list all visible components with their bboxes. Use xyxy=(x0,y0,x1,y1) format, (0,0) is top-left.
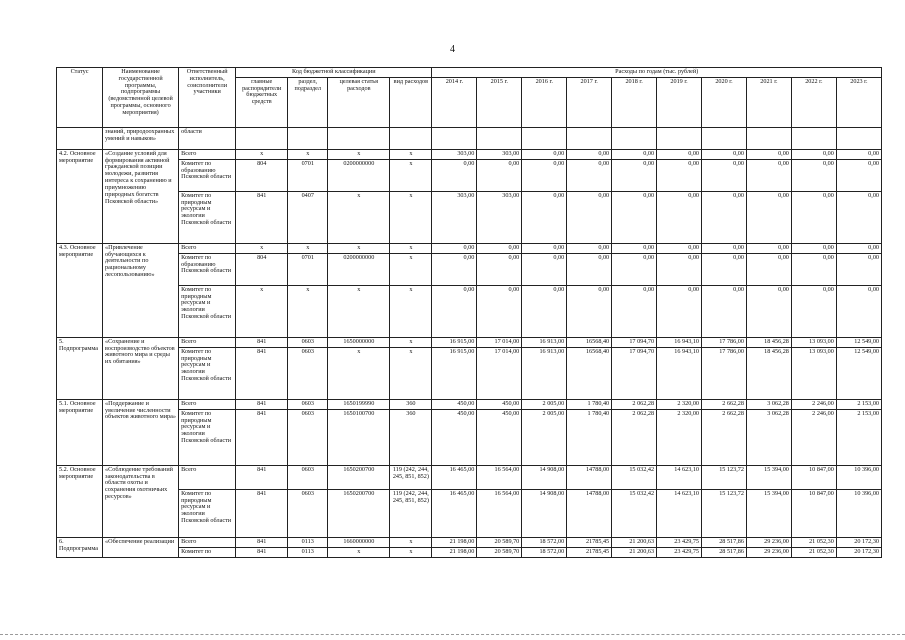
amount-cell: 0,00 xyxy=(612,243,657,253)
section-cell: 0603 xyxy=(288,465,328,489)
amount-cell: 0,00 xyxy=(522,159,567,191)
amount-cell: 2 320,00 xyxy=(657,409,702,465)
amount-cell: 0,00 xyxy=(522,253,567,285)
amount-cell: 0,00 xyxy=(702,159,747,191)
table-row xyxy=(57,159,882,191)
amount-cell: 0,00 xyxy=(836,149,881,159)
amount-cell: 450,00 xyxy=(477,409,522,465)
responsible-cell: Всего xyxy=(179,399,236,409)
amount-cell: 0,00 xyxy=(657,149,702,159)
amount-cell: 0,00 xyxy=(612,253,657,285)
name-cell: «Поддержание и увеличение численности объектов животного мира» xyxy=(103,399,179,465)
amount-cell: 450,00 xyxy=(432,399,477,409)
amount-cell: 2 153,00 xyxy=(836,409,881,465)
amount-cell: 0,00 xyxy=(522,191,567,243)
amount-cell: 0,00 xyxy=(522,285,567,337)
chief-manager-cell: 841 xyxy=(236,547,288,557)
table-row xyxy=(57,547,882,557)
amount-cell: 0,00 xyxy=(791,243,836,253)
target-item-cell: 1650000000 xyxy=(328,337,390,347)
amount-cell: 16 564,00 xyxy=(477,465,522,489)
amount-cell: 0,00 xyxy=(657,159,702,191)
amount-cell: 0,00 xyxy=(612,159,657,191)
expense-type-cell: х xyxy=(390,547,432,557)
expense-type-cell: х xyxy=(390,159,432,191)
section-cell: 0701 xyxy=(288,159,328,191)
continuation-row xyxy=(57,127,882,149)
target-item-cell: х xyxy=(328,191,390,243)
amount-cell: 21 198,00 xyxy=(432,537,477,547)
amount-cell: 29 236,00 xyxy=(746,547,791,557)
responsible-cell: Комитет по xyxy=(179,547,236,557)
amount-cell: 10 847,00 xyxy=(791,465,836,489)
amount-cell: 17 786,00 xyxy=(702,347,747,399)
amount-cell: 21 052,30 xyxy=(791,537,836,547)
amount-cell: 10 396,00 xyxy=(836,489,881,537)
target-item-cell: 1650100700 xyxy=(328,409,390,465)
amount-cell: 14788,00 xyxy=(567,465,612,489)
amount-cell: 13 093,00 xyxy=(791,347,836,399)
status-cell: 5.1. Основное мероприятие xyxy=(57,399,103,465)
amount-cell: 16 943,10 xyxy=(657,337,702,347)
continuation-responsible: области xyxy=(179,127,236,149)
amount-cell: 0,00 xyxy=(746,285,791,337)
section-cell: 0603 xyxy=(288,409,328,465)
name-cell: «Создание условий для формирования активной гражданской позиции молодежи, развития интереса к сохранению и приумножению природных богатств Псковской области» xyxy=(103,149,179,243)
header-budget-code: Код бюджетной классификации xyxy=(236,68,432,78)
header-target-item: целевая статья расходов xyxy=(328,77,390,127)
amount-cell: 2 246,00 xyxy=(791,409,836,465)
name-cell: «Соблюдение требований законодательства в области охоты и сохранения охотничьих ресурсов» xyxy=(103,465,179,537)
header-expense-type: вид расходов xyxy=(390,77,432,127)
responsible-cell: Комитет по образованию Псковской области xyxy=(179,159,236,191)
expense-type-cell: х xyxy=(390,149,432,159)
table-row xyxy=(57,399,882,409)
amount-cell: 0,00 xyxy=(432,159,477,191)
amount-cell: 21 200,63 xyxy=(612,547,657,557)
amount-cell: 17 786,00 xyxy=(702,337,747,347)
target-item-cell: 1650200700 xyxy=(328,489,390,537)
amount-cell: 20 172,30 xyxy=(836,547,881,557)
amount-cell: 0,00 xyxy=(477,243,522,253)
header-year: 2019 г. xyxy=(657,77,702,127)
amount-cell: 17 094,70 xyxy=(612,347,657,399)
amount-cell: 18 572,00 xyxy=(522,537,567,547)
amount-cell: 0,00 xyxy=(567,253,612,285)
table-row xyxy=(57,149,882,159)
chief-manager-cell: 804 xyxy=(236,159,288,191)
amount-cell: 2 320,00 xyxy=(657,399,702,409)
header-responsible: Ответственный исполнитель, соисполнители участники xyxy=(179,68,236,128)
amount-cell: 0,00 xyxy=(477,159,522,191)
status-cell: 5.2. Основное мероприятие xyxy=(57,465,103,537)
amount-cell: 23 429,75 xyxy=(657,547,702,557)
amount-cell: 18 456,28 xyxy=(746,337,791,347)
expense-type-cell: х xyxy=(390,191,432,243)
table-row xyxy=(57,465,882,489)
responsible-cell: Всего xyxy=(179,537,236,547)
chief-manager-cell: 841 xyxy=(236,409,288,465)
amount-cell: 2 246,00 xyxy=(791,399,836,409)
header-year: 2018 г. xyxy=(612,77,657,127)
amount-cell: 17 014,00 xyxy=(477,337,522,347)
amount-cell: 21 198,00 xyxy=(432,547,477,557)
target-item-cell: 0200000000 xyxy=(328,253,390,285)
amount-cell: 14788,00 xyxy=(567,489,612,537)
chief-manager-cell: х xyxy=(236,243,288,253)
amount-cell: 0,00 xyxy=(657,243,702,253)
responsible-cell: Комитет по образованию Псковской области xyxy=(179,253,236,285)
expense-type-cell: 360 xyxy=(390,409,432,465)
expense-type-cell: х xyxy=(390,285,432,337)
header-year: 2023 г. xyxy=(836,77,881,127)
status-cell: 4.2. Основное мероприятие xyxy=(57,149,103,243)
header-year: 2014 г. xyxy=(432,77,477,127)
amount-cell: 0,00 xyxy=(702,253,747,285)
chief-manager-cell: 841 xyxy=(236,337,288,347)
amount-cell: 0,00 xyxy=(836,191,881,243)
amount-cell: 303,00 xyxy=(432,149,477,159)
amount-cell: 0,00 xyxy=(657,285,702,337)
chief-manager-cell: 804 xyxy=(236,253,288,285)
expense-type-cell: х xyxy=(390,347,432,399)
amount-cell: 0,00 xyxy=(746,253,791,285)
responsible-cell: Всего xyxy=(179,243,236,253)
section-cell: 0603 xyxy=(288,399,328,409)
amount-cell: 0,00 xyxy=(567,243,612,253)
amount-cell: 2 062,28 xyxy=(612,399,657,409)
amount-cell: 23 429,75 xyxy=(657,537,702,547)
chief-manager-cell: 841 xyxy=(236,399,288,409)
amount-cell: 0,00 xyxy=(522,243,567,253)
table-row xyxy=(57,409,882,465)
amount-cell: 14 623,10 xyxy=(657,465,702,489)
chief-manager-cell: 841 xyxy=(236,191,288,243)
amount-cell: 450,00 xyxy=(477,399,522,409)
responsible-cell: Комитет по природным ресурсам и экологии Псковской области xyxy=(179,489,236,537)
amount-cell: 0,00 xyxy=(746,191,791,243)
expense-type-cell: х xyxy=(390,537,432,547)
amount-cell: 2 662,28 xyxy=(702,409,747,465)
amount-cell: 20 589,70 xyxy=(477,537,522,547)
amount-cell: 21 052,30 xyxy=(791,547,836,557)
amount-cell: 12 549,00 xyxy=(836,347,881,399)
header-status: Статус xyxy=(57,68,103,128)
amount-cell: 15 394,00 xyxy=(746,489,791,537)
section-cell: 0603 xyxy=(288,347,328,399)
section-cell: 0603 xyxy=(288,489,328,537)
header-name: Наименование государственной программы, подпрограммы (ведомственной целевой программы, основного мероприятия) xyxy=(103,68,179,128)
target-item-cell: х xyxy=(328,243,390,253)
amount-cell: 0,00 xyxy=(567,191,612,243)
header-year: 2016 г. xyxy=(522,77,567,127)
amount-cell: 18 456,28 xyxy=(746,347,791,399)
amount-cell: 0,00 xyxy=(612,191,657,243)
section-cell: 0701 xyxy=(288,253,328,285)
amount-cell: 0,00 xyxy=(657,253,702,285)
target-item-cell: 1660000000 xyxy=(328,537,390,547)
section-cell: х xyxy=(288,149,328,159)
amount-cell: 16568,40 xyxy=(567,347,612,399)
header-year: 2021 г. xyxy=(746,77,791,127)
amount-cell: 16 943,10 xyxy=(657,347,702,399)
responsible-cell: Всего xyxy=(179,465,236,489)
header-year: 2017 г. xyxy=(567,77,612,127)
amount-cell: 0,00 xyxy=(477,285,522,337)
target-item-cell: х xyxy=(328,347,390,399)
header-chief-manager: главные распорядители бюджетных средств xyxy=(236,77,288,127)
amount-cell: 2 662,28 xyxy=(702,399,747,409)
amount-cell: 303,00 xyxy=(432,191,477,243)
expense-type-cell: 119 (242, 244, 245, 851, 852) xyxy=(390,489,432,537)
amount-cell: 0,00 xyxy=(657,191,702,243)
amount-cell: 0,00 xyxy=(836,285,881,337)
section-cell: 0603 xyxy=(288,337,328,347)
amount-cell: 16 465,00 xyxy=(432,489,477,537)
amount-cell: 16 913,00 xyxy=(522,337,567,347)
chief-manager-cell: х xyxy=(236,149,288,159)
amount-cell: 10 396,00 xyxy=(836,465,881,489)
status-cell: 5. Подпрограмма xyxy=(57,337,103,399)
header-year: 2022 г. xyxy=(791,77,836,127)
table-row xyxy=(57,191,882,243)
amount-cell: 1 780,40 xyxy=(567,399,612,409)
chief-manager-cell: 841 xyxy=(236,465,288,489)
amount-cell: 1 780,40 xyxy=(567,409,612,465)
section-cell: х xyxy=(288,243,328,253)
amount-cell: 0,00 xyxy=(702,191,747,243)
amount-cell: 10 847,00 xyxy=(791,489,836,537)
amount-cell: 16 465,00 xyxy=(432,465,477,489)
chief-manager-cell: 841 xyxy=(236,347,288,399)
amount-cell: 20 589,70 xyxy=(477,547,522,557)
amount-cell: 0,00 xyxy=(477,253,522,285)
amount-cell: 21785,45 xyxy=(567,547,612,557)
amount-cell: 0,00 xyxy=(791,253,836,285)
amount-cell: 303,00 xyxy=(477,149,522,159)
amount-cell: 15 123,72 xyxy=(702,489,747,537)
amount-cell: 13 093,00 xyxy=(791,337,836,347)
amount-cell: 0,00 xyxy=(791,285,836,337)
amount-cell: 0,00 xyxy=(791,159,836,191)
amount-cell: 16 915,00 xyxy=(432,347,477,399)
amount-cell: 17 014,00 xyxy=(477,347,522,399)
budget-table xyxy=(56,67,882,558)
expense-type-cell: х xyxy=(390,243,432,253)
responsible-cell: Комитет по природным ресурсам и экологии Псковской области xyxy=(179,409,236,465)
page-number: 4 xyxy=(450,44,455,55)
amount-cell: 0,00 xyxy=(567,149,612,159)
section-cell: х xyxy=(288,285,328,337)
chief-manager-cell: 841 xyxy=(236,489,288,537)
amount-cell: 16 915,00 xyxy=(432,337,477,347)
table-row xyxy=(57,243,882,253)
section-cell: 0407 xyxy=(288,191,328,243)
amount-cell: 0,00 xyxy=(836,243,881,253)
table-row xyxy=(57,537,882,547)
header-year: 2015 г. xyxy=(477,77,522,127)
target-item-cell: х xyxy=(328,149,390,159)
amount-cell: 0,00 xyxy=(836,159,881,191)
table-row xyxy=(57,337,882,347)
table-row xyxy=(57,285,882,337)
amount-cell: 14 908,00 xyxy=(522,465,567,489)
amount-cell: 0,00 xyxy=(432,243,477,253)
target-item-cell: х xyxy=(328,285,390,337)
target-item-cell: 0200000000 xyxy=(328,159,390,191)
amount-cell: 0,00 xyxy=(746,243,791,253)
table-row xyxy=(57,347,882,399)
header-row-1 xyxy=(57,68,882,78)
responsible-cell: Всего xyxy=(179,149,236,159)
target-item-cell: 1650200700 xyxy=(328,465,390,489)
amount-cell: 2 005,00 xyxy=(522,399,567,409)
amount-cell: 0,00 xyxy=(791,191,836,243)
amount-cell: 16568,40 xyxy=(567,337,612,347)
continuation-name: знаний, природоохранных умений и навыков» xyxy=(103,127,179,149)
amount-cell: 303,00 xyxy=(477,191,522,243)
amount-cell: 2 153,00 xyxy=(836,399,881,409)
amount-cell: 28 517,86 xyxy=(702,547,747,557)
amount-cell: 0,00 xyxy=(612,285,657,337)
amount-cell: 29 236,00 xyxy=(746,537,791,547)
name-cell: «Привлечение обучающихся к деятельности по рациональному лесопользованию» xyxy=(103,243,179,337)
amount-cell: 3 062,28 xyxy=(746,399,791,409)
amount-cell: 0,00 xyxy=(746,159,791,191)
amount-cell: 15 032,42 xyxy=(612,489,657,537)
amount-cell: 21 200,63 xyxy=(612,537,657,547)
status-cell: 6. Подпрограмма xyxy=(57,537,103,557)
amount-cell: 12 549,00 xyxy=(836,337,881,347)
amount-cell: 21785,45 xyxy=(567,537,612,547)
amount-cell: 0,00 xyxy=(702,149,747,159)
amount-cell: 0,00 xyxy=(522,149,567,159)
responsible-cell: Всего xyxy=(179,337,236,347)
amount-cell: 15 123,72 xyxy=(702,465,747,489)
header-section: раздел, подраздел xyxy=(288,77,328,127)
amount-cell: 450,00 xyxy=(432,409,477,465)
expense-type-cell: 119 (242, 244, 245, 851, 852) xyxy=(390,465,432,489)
amount-cell: 3 062,28 xyxy=(746,409,791,465)
amount-cell: 20 172,30 xyxy=(836,537,881,547)
amount-cell: 0,00 xyxy=(567,159,612,191)
amount-cell: 0,00 xyxy=(836,253,881,285)
chief-manager-cell: 841 xyxy=(236,537,288,547)
expense-type-cell: 360 xyxy=(390,399,432,409)
chief-manager-cell: х xyxy=(236,285,288,337)
section-cell: 0113 xyxy=(288,547,328,557)
target-item-cell: 1650199990 xyxy=(328,399,390,409)
table-row xyxy=(57,489,882,537)
amount-cell: 0,00 xyxy=(746,149,791,159)
expense-type-cell: х xyxy=(390,253,432,285)
amount-cell: 15 032,42 xyxy=(612,465,657,489)
amount-cell: 17 094,70 xyxy=(612,337,657,347)
amount-cell: 16 564,00 xyxy=(477,489,522,537)
target-item-cell: х xyxy=(328,547,390,557)
expense-type-cell: х xyxy=(390,337,432,347)
amount-cell: 0,00 xyxy=(702,285,747,337)
amount-cell: 18 572,00 xyxy=(522,547,567,557)
amount-cell: 2 005,00 xyxy=(522,409,567,465)
page-bottom-edge xyxy=(0,634,905,635)
amount-cell: 14 623,10 xyxy=(657,489,702,537)
amount-cell: 0,00 xyxy=(612,149,657,159)
name-cell: «Обеспечение реализации xyxy=(103,537,179,557)
amount-cell: 2 062,28 xyxy=(612,409,657,465)
table-row xyxy=(57,253,882,285)
amount-cell: 28 517,86 xyxy=(702,537,747,547)
amount-cell: 14 908,00 xyxy=(522,489,567,537)
header-expenses-by-year: Расходы по годам (тыс. рублей) xyxy=(432,68,882,78)
name-cell: «Сохранение и воспроизводство объектов животного мира и среды их обитания» xyxy=(103,337,179,399)
amount-cell: 0,00 xyxy=(432,285,477,337)
header-year: 2020 г. xyxy=(702,77,747,127)
amount-cell: 0,00 xyxy=(567,285,612,337)
amount-cell: 0,00 xyxy=(702,243,747,253)
amount-cell: 0,00 xyxy=(432,253,477,285)
responsible-cell: Комитет по природным ресурсам и экологии Псковской области xyxy=(179,285,236,337)
amount-cell: 0,00 xyxy=(791,149,836,159)
section-cell: 0113 xyxy=(288,537,328,547)
amount-cell: 15 394,00 xyxy=(746,465,791,489)
status-cell: 4.3. Основное мероприятие xyxy=(57,243,103,337)
responsible-cell: Комитет по природным ресурсам и экологии Псковской области xyxy=(179,347,236,399)
responsible-cell: Комитет по природным ресурсам и экологии Псковской области xyxy=(179,191,236,243)
continuation-status xyxy=(57,127,103,149)
amount-cell: 16 913,00 xyxy=(522,347,567,399)
